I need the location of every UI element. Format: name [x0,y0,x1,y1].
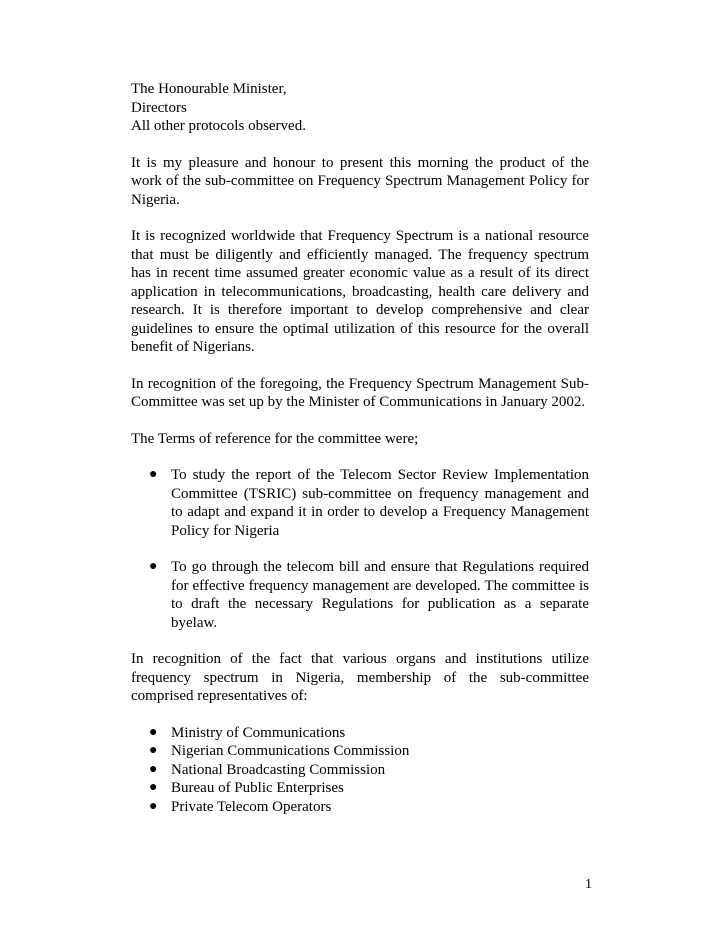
list-item [131,779,589,798]
list-item [131,466,589,540]
list-item-text: To study the report of the Telecom Sector Review Implementation Committee (TSRIC) sub-committee on frequency management and to adapt and expand it in order to develop a Frequency Management Policy for Nigeria [171,467,589,539]
salutation-line: The Honourable Minister, [131,81,287,97]
list-item-text: Nigerian Communications Commission [171,743,410,759]
bullet-icon: ● [149,761,158,777]
list-item [131,761,589,780]
terms-of-reference-list [131,466,589,632]
salutation [131,80,589,136]
committee-setup-paragraph: In recognition of the foregoing, the Frequency Spectrum Management Sub-Committee was set up by the Minister of Communications in January 2002. [131,375,589,410]
document-page [131,80,589,816]
bullet-icon: ● [149,559,158,574]
list-item [131,558,589,632]
bullet-icon: ● [149,780,158,795]
list-item [131,798,589,817]
bullet-icon: ● [149,724,158,740]
bullet-icon: ● [149,798,158,814]
members-list [131,724,589,817]
terms-heading: The Terms of reference for the committee were; [131,430,419,447]
bullet-icon: ● [149,467,158,482]
membership-paragraph: In recognition of the fact that various organs and institutions utilize frequency spectrum in Nigeria, membership of the sub-committee comprised representatives of: [131,651,589,704]
spectrum-paragraph: It is recognized worldwide that Frequency Spectrum is a national resource that must be diligently and efficiently managed. The frequency spectrum has in recent time assumed greater economic value as a result of its direct application in telecommunications, broadcasting, health care delivery and research. It is therefore important to develop comprehensive and clear guidelines to ensure the optimal utilization of this resource for the overall benefit of Nigerians. [131,228,589,355]
salutation-line: All other protocols observed. [131,118,306,134]
salutation-line: Directors [131,99,187,116]
list-item-text: Bureau of Public Enterprises [171,780,344,796]
list-item-text: National Broadcasting Commission [171,761,386,778]
list-item-text: Ministry of Communications [171,724,346,741]
page-number: 1 [585,877,592,892]
list-item-text: To go through the telecom bill and ensure that Regulations required for effective frequency management are developed. The committee is to draft the necessary Regulations for publication as a separate byelaw. [171,559,589,631]
list-item [131,724,589,743]
bullet-icon: ● [149,743,158,758]
list-item-text: Private Telecom Operators [171,798,332,815]
intro-paragraph: It is my pleasure and honour to present this morning the product of the work of the sub-committee on Frequency Spectrum Management Policy for Nigeria. [131,154,589,208]
list-item [131,742,589,761]
